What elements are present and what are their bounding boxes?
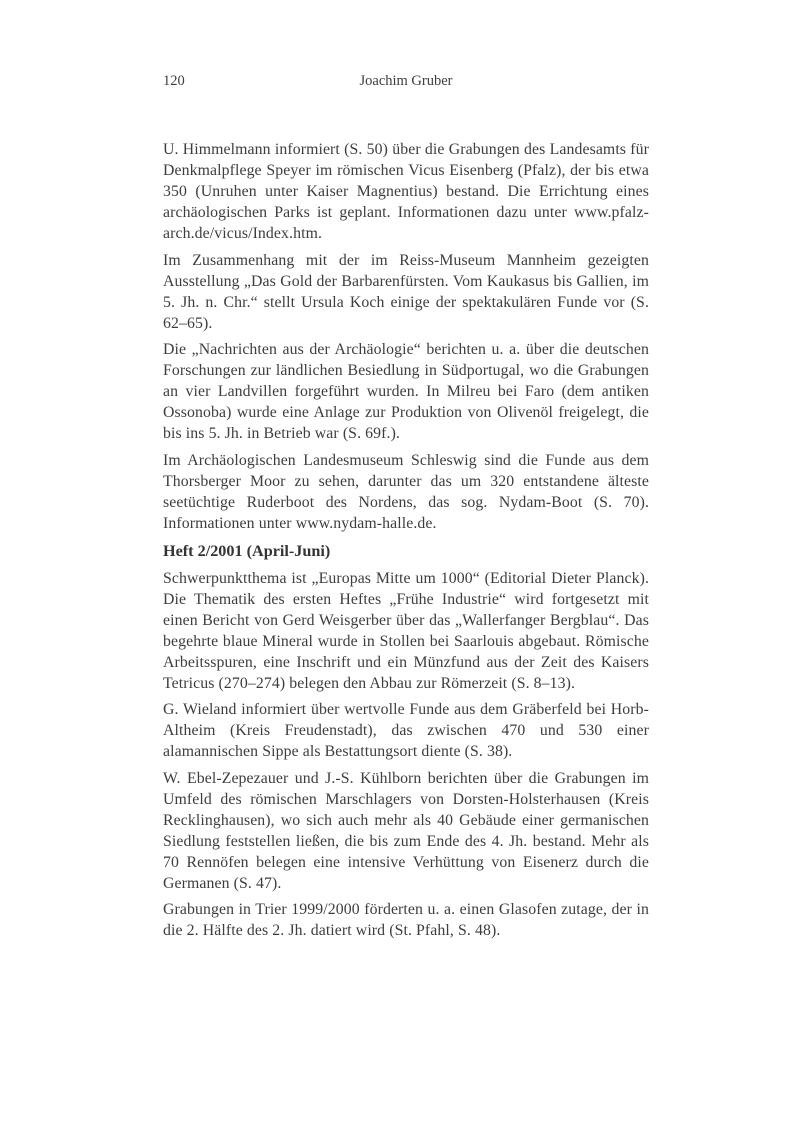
page-header xyxy=(163,71,649,91)
paragraph: W. Ebel-Zepezauer und J.-S. Kühlborn berichten über die Grabungen im Umfeld des römischen Marschlagers von Dorsten-Holsterhausen (Kreis Recklinghausen), wo sich auch mehr als 40 Gebäude einer germanischen Siedlung feststellen ließen, die bis zum Ende des 4. Jh. bestand. Mehr als 70 Rennöfen belegen eine intensive Verhüttung von Eisenerz durch die Germanen (S. 47). xyxy=(163,769,649,892)
section-heading: Heft 2/2001 (April-Juni) xyxy=(163,541,331,560)
paragraph: Die „Nachrichten aus der Archäologie“ berichten u. a. über die deutschen Forschungen zur ländlichen Besiedlung in Südportugal, wo die Grabungen an vier Landvillen forgeführt wurden. In Milreu bei Faro (dem antiken Ossonoba) wurde eine Anlage zur Produktion von Olivenöl freigelegt, die bis ins 5. Jh. in Betrieb war (S. 69f.). xyxy=(163,341,649,442)
paragraph: Im Archäologischen Landesmuseum Schleswig sind die Funde aus dem Thorsberger Moor zu sehen, darunter das um 320 entstandene älteste seetüchtige Ruderboot des Nordens, das sog. Nydam-Boot (S. 70). Informationen unter www.nydam-halle.de. xyxy=(163,451,649,532)
page-number: 120 xyxy=(163,73,185,89)
paragraph: U. Himmelmann informiert (S. 50) über die Grabungen des Landesamts für Denkmalpflege Speyer im römischen Vicus Eisenberg (Pfalz), der bis etwa 350 (Unruhen unter Kaiser Magnentius) bestand. Die Errichtung eines archäologischen Parks ist geplant. Informationen dazu unter www.pfalz-arch.de/vicus/Index.htm. xyxy=(163,141,649,242)
paragraph: G. Wieland informiert über wertvolle Funde aus dem Gräberfeld bei Horb-Altheim (Kreis Freudenstadt), das zwischen 470 und 530 einer alamannischen Sippe als Bestattungsort diente (S. 38). xyxy=(163,701,649,760)
page-body xyxy=(163,139,649,947)
paragraph: Im Zusammenhang mit der im Reiss-Museum Mannheim gezeigten Ausstellung „Das Gold der Barbarenfürsten. Vom Kaukasus bis Gallien, im 5. Jh. n. Chr.“ stellt Ursula Koch einige der spektakulären Funde vor (S. 62–65). xyxy=(163,251,649,332)
paragraph: Schwerpunktthema ist „Europas Mitte um 1000“ (Editorial Dieter Planck). Die Thematik des ersten Heftes „Frühe Industrie“ wird fortgesetzt mit einen Bericht von Gerd Weisgerber über das „Wallerfanger Bergblau“. Das begehrte blaue Mineral wurde in Stollen bei Saarlouis abgebaut. Römische Arbeitsspuren, eine Inschrift und ein Münzfund aus der Zeit des Kaisers Tetricus (270–274) belegen den Abbau zur Römerzeit (S. 8–13). xyxy=(163,569,649,692)
paragraph: Grabungen in Trier 1999/2000 förderten u. a. einen Glasofen zutage, der in die 2. Hälfte des 2. Jh. datiert wird (St. Pfahl, S. 48). xyxy=(163,901,649,939)
running-header: Joachim Gruber xyxy=(359,73,453,89)
